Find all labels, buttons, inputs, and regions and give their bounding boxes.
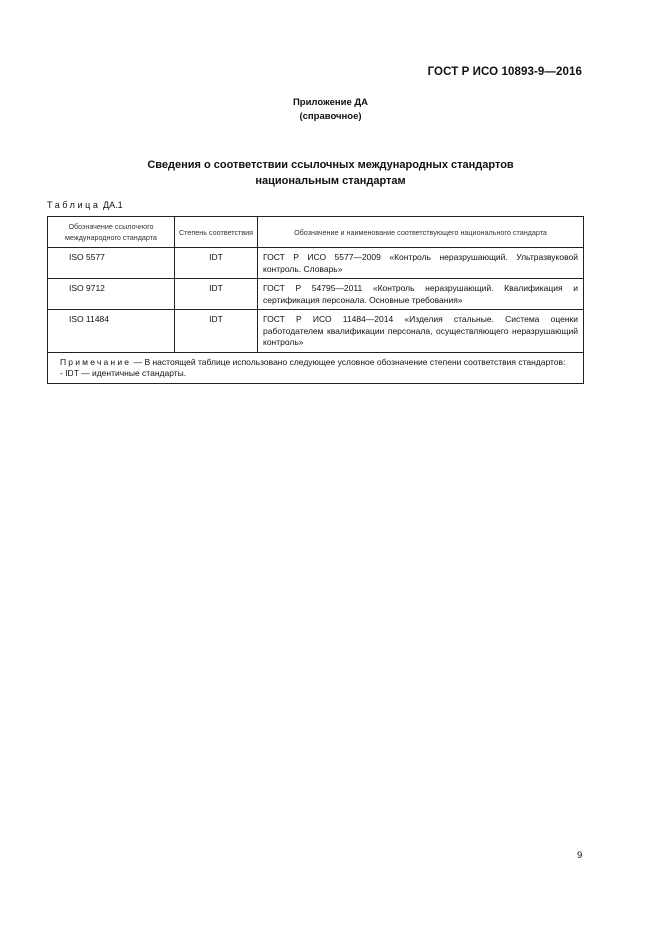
standard-code: ГОСТ Р ИСО 10893-9—2016 (427, 66, 582, 78)
section-title-line2: национальным стандартам (255, 175, 406, 187)
note-item: - IDT — идентичные стандарты. (60, 368, 187, 378)
table-row (48, 310, 584, 353)
cell-code: ISO 11484 (48, 310, 175, 353)
header-international-code: Обозначение ссылочного международного стандарта (48, 217, 175, 248)
table-row (48, 279, 584, 310)
cell-code: ISO 9712 (48, 279, 175, 310)
table-row (48, 248, 584, 279)
cell-degree: IDT (175, 248, 258, 279)
cell-degree: IDT (175, 310, 258, 353)
appendix-heading (0, 96, 661, 124)
cell-degree: IDT (175, 279, 258, 310)
cell-national: ГОСТ Р 54795—2011 «Контроль неразрушающий. Квалификация и сертификация персонала. Основные требования» (258, 279, 584, 310)
appendix-subtitle: (справочное) (299, 111, 362, 122)
table-note-row (48, 352, 584, 383)
section-title (0, 157, 661, 189)
cell-national: ГОСТ Р ИСО 11484—2014 «Изделия стальные. Система оценки работодателем квалификации персонала, осуществляющего неразрушающий контроль» (258, 310, 584, 353)
table-note (48, 352, 584, 383)
note-label: Примечание (60, 356, 132, 367)
header-national-standard: Обозначение и наименование соответствующего национального стандарта (258, 217, 584, 248)
correspondence-table (47, 216, 584, 384)
cell-code: ISO 5577 (48, 248, 175, 279)
appendix-title: Приложение ДА (292, 97, 369, 108)
note-text: — В настоящей таблице использовано следующее условное обозначение степени соответствия стандартов: (133, 356, 566, 367)
table-label (47, 200, 123, 210)
cell-national: ГОСТ Р ИСО 5577—2009 «Контроль неразрушающий. Ультразвуковой контроль. Словарь» (258, 248, 584, 279)
section-title-line1: Сведения о соответствии ссылочных международных стандартов (147, 159, 514, 171)
table-label-word: Таблица (47, 200, 101, 210)
page-number: 9 (577, 850, 583, 861)
table-label-number: ДА.1 (103, 200, 123, 210)
header-degree: Степень соответствия (175, 217, 258, 248)
table-header-row (48, 217, 584, 248)
